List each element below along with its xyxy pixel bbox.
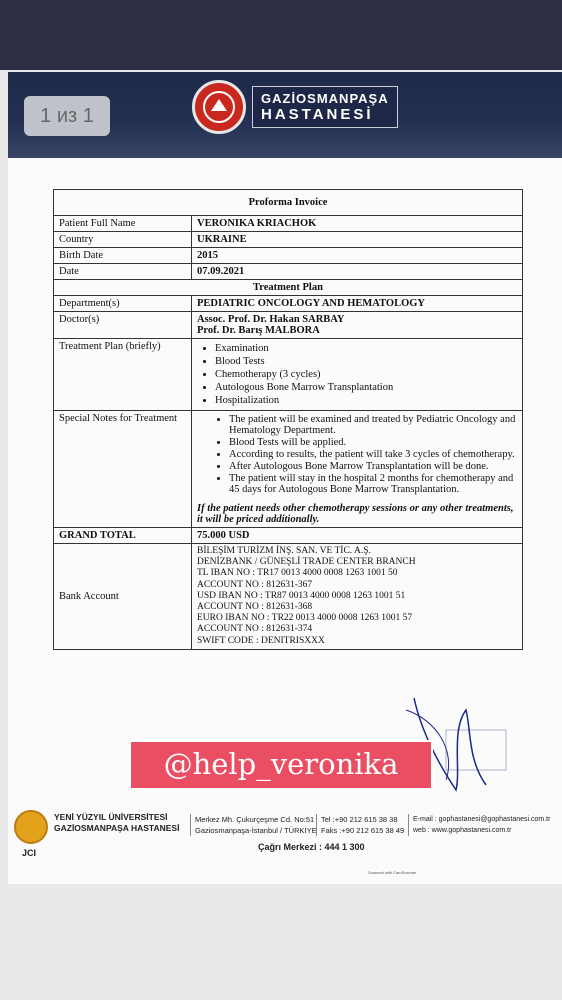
document-header xyxy=(8,72,562,158)
country-value: UKRAINE xyxy=(192,232,523,248)
date-value: 07.09.2021 xyxy=(192,264,523,280)
bank-line: SWIFT CODE : DENITRISXXX xyxy=(197,635,325,646)
list-item: • Examination xyxy=(215,343,517,354)
notes-label: Special Notes for Treatment xyxy=(54,411,192,528)
address-line1: Merkez Mh. Çukurçeşme Cd. No:51 xyxy=(195,815,315,824)
notes-list xyxy=(197,414,517,495)
total-value: 75.000 USD xyxy=(192,528,523,544)
bank-line: ACCOUNT NO : 812631-368 xyxy=(197,602,313,613)
page-counter: 1 из 1 xyxy=(24,96,110,136)
hospital-emblem-icon xyxy=(192,80,246,134)
bank-line: BİLEŞİM TURİZM İNŞ. SAN. VE TİC. A.Ş. xyxy=(197,546,371,556)
list-item: • The patient will stay in the hospital 2 months for chemotherapy and 45 days for Autologous Bone Marrow Transplantation. xyxy=(229,473,517,495)
patient-label: Patient Full Name xyxy=(54,216,192,232)
call-center: Çağrı Merkezi : 444 1 300 xyxy=(258,842,365,852)
list-item: • Blood Tests will be applied. xyxy=(229,437,517,448)
bank-line: EURO IBAN NO : TR22 0013 4000 0008 1263 1001 57 xyxy=(197,613,413,624)
web: web : www.gophastanesi.com.tr xyxy=(413,827,512,834)
list-item: • Hospitalization xyxy=(215,395,517,406)
notes-italic: If the patient needs other chemotherapy sessions or any other treatments, it will be priced additionally. xyxy=(197,503,514,525)
treatment-heading: Treatment Plan xyxy=(54,280,523,296)
story-top-bar xyxy=(0,0,562,70)
bank-line: ACCOUNT NO : 812631-374 xyxy=(197,624,313,635)
birth-value: 2015 xyxy=(192,248,523,264)
hospital-logo xyxy=(192,80,398,134)
email: E-mail : gophastanesi@gophastanesi.com.tr xyxy=(413,816,551,823)
doctor-1: Assoc. Prof. Dr. Hakan SARBAY xyxy=(197,314,345,325)
fax: Faks :+90 212 615 38 49 xyxy=(321,826,405,835)
doctor-label: Doctor(s) xyxy=(54,312,192,339)
instagram-mention-sticker[interactable]: @help_veronika xyxy=(129,740,433,790)
plan-label: Treatment Plan (briefly) xyxy=(54,339,192,411)
plan-list xyxy=(197,343,517,406)
invoice-table xyxy=(53,189,523,650)
list-item: • Blood Tests xyxy=(215,356,517,367)
total-label: GRAND TOTAL xyxy=(54,528,192,544)
doctor-2: Prof. Dr. Barış MALBORA xyxy=(197,325,320,336)
invoice-title: Proforma Invoice xyxy=(54,190,523,216)
list-item: • Autologous Bone Marrow Transplantation xyxy=(215,382,517,393)
birth-label: Birth Date xyxy=(54,248,192,264)
scanned-note: Scanned with CamScanner xyxy=(368,870,417,875)
bank-label: Bank Account xyxy=(54,544,192,650)
list-item: • The patient will be examined and treated by Pediatric Oncology and Hematology Department. xyxy=(229,414,517,436)
department-value: PEDIATRIC ONCOLOGY AND HEMATOLOGY xyxy=(192,296,523,312)
department-label: Department(s) xyxy=(54,296,192,312)
list-item: • According to results, the patient will take 3 cycles of chemotherapy. xyxy=(229,449,517,460)
document-footer xyxy=(8,800,562,884)
logo-line2: HASTANESİ xyxy=(261,106,374,123)
jci-seal-icon xyxy=(14,810,48,844)
bank-line: TL IBAN NO : TR17 0013 4000 0008 1263 1001 50 xyxy=(197,568,398,579)
bank-line: ACCOUNT NO : 812631-367 xyxy=(197,579,313,590)
address-line2: Gaziosmanpaşa-İstanbul / TÜRKİYE xyxy=(195,826,317,835)
country-label: Country xyxy=(54,232,192,248)
patient-value: VERONIKA KRIACHOK xyxy=(192,216,523,232)
bank-details xyxy=(192,544,523,650)
bank-line: DENİZBANK / GÜNEŞLİ TRADE CENTER BRANCH xyxy=(197,557,416,568)
list-item: • After Autologous Bone Marrow Transplantation will be done. xyxy=(229,461,517,472)
jci-label: JCI xyxy=(22,848,37,858)
tel: Tel :+90 212 615 38 38 xyxy=(321,815,398,824)
uni-line1: YENİ YÜZYIL ÜNİVERSİTESİ xyxy=(54,812,168,822)
bank-line: USD IBAN NO : TR87 0013 4000 0008 1263 1001 51 xyxy=(197,590,406,601)
date-label: Date xyxy=(54,264,192,280)
logo-line1: GAZİOSMANPAŞA xyxy=(261,91,389,106)
uni-line2: GAZİOSMANPAŞA HASTANESİ xyxy=(54,823,180,833)
list-item: • Chemotherapy (3 cycles) xyxy=(215,369,517,380)
